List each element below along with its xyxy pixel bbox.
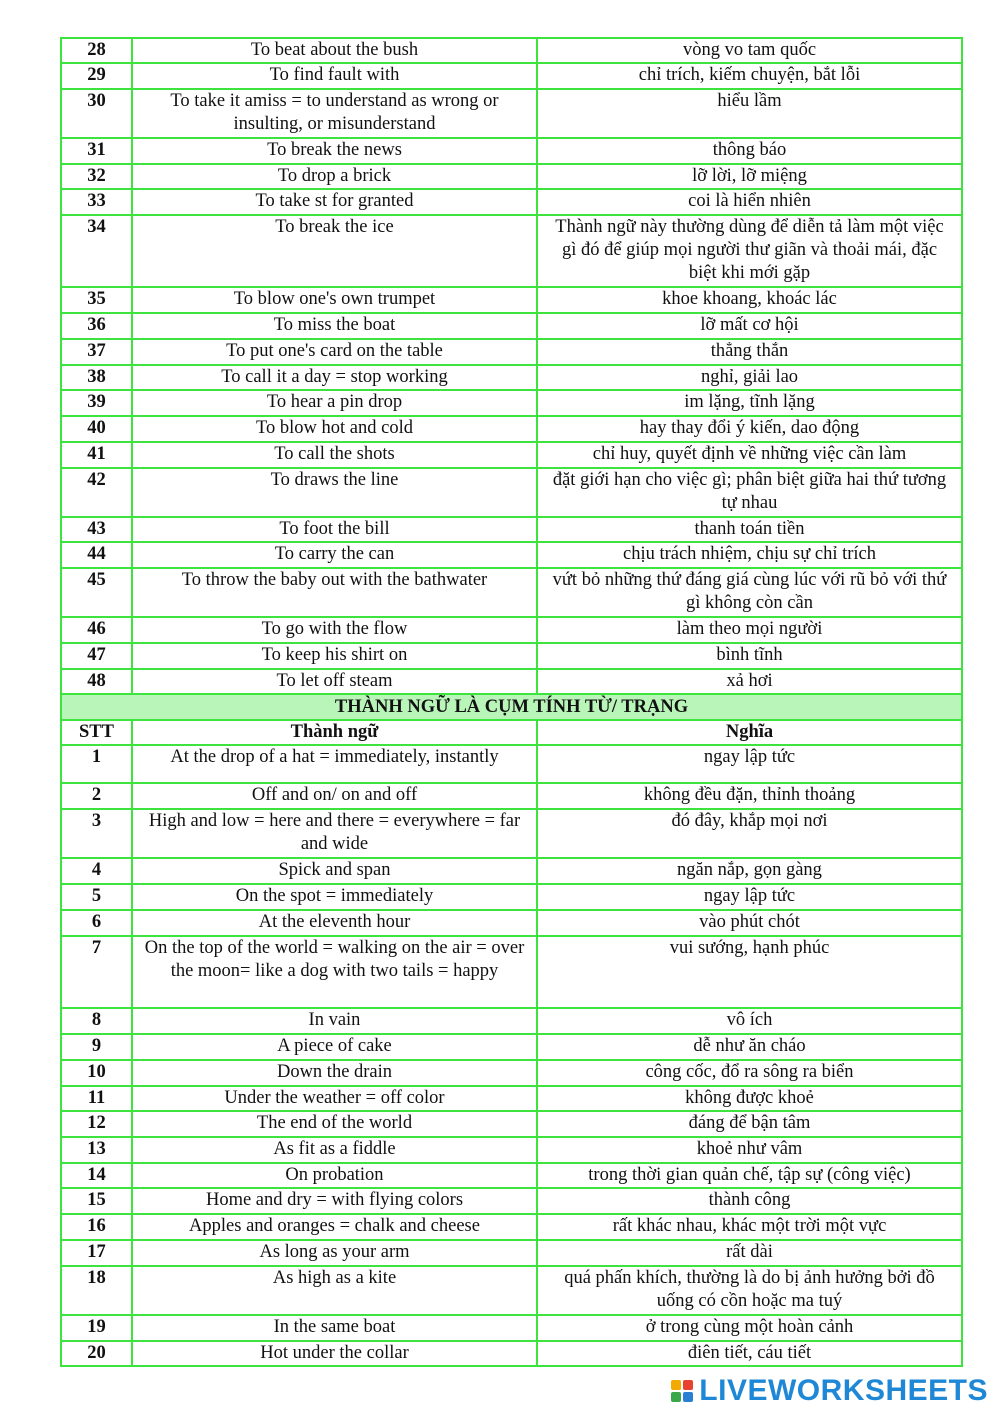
row-number: 42 — [61, 468, 132, 517]
idiom-cell: To drop a brick — [132, 164, 537, 189]
meaning-cell: chỉ trích, kiếm chuyện, bắt lỗi — [537, 63, 962, 89]
idiom-cell: To put one's card on the table — [132, 339, 537, 365]
idiom-cell: To foot the bill — [132, 517, 537, 542]
row-number: 36 — [61, 313, 132, 339]
table-row — [61, 858, 962, 884]
worksheet-page — [60, 37, 961, 1367]
table-row — [61, 138, 962, 164]
row-number: 4 — [61, 858, 132, 884]
table-row — [61, 390, 962, 416]
table-row — [61, 313, 962, 339]
idioms-table — [60, 37, 963, 1367]
table-row — [61, 339, 962, 365]
row-number: 8 — [61, 1008, 132, 1034]
table-row — [61, 1188, 962, 1214]
table-row — [61, 745, 962, 783]
idiom-cell: At the drop of a hat = immediately, instantly — [132, 745, 537, 783]
table-row — [61, 1240, 962, 1266]
idiom-cell: At the eleventh hour — [132, 910, 537, 936]
table-row — [61, 1008, 962, 1034]
meaning-cell: thẳng thắn — [537, 339, 962, 365]
meaning-cell: điên tiết, cáu tiết — [537, 1341, 962, 1366]
idiom-cell: As fit as a fiddle — [132, 1137, 537, 1163]
row-number: 12 — [61, 1111, 132, 1137]
idiom-cell: In the same boat — [132, 1315, 537, 1341]
idiom-cell: Off and on/ on and off — [132, 783, 537, 809]
meaning-cell: vào phút chót — [537, 910, 962, 936]
idiom-cell: As high as a kite — [132, 1266, 537, 1315]
table-row — [61, 809, 962, 858]
meaning-cell: rất dài — [537, 1240, 962, 1266]
meaning-cell: trong thời gian quản chế, tập sự (công việc) — [537, 1163, 962, 1188]
table-row — [61, 936, 962, 1008]
meaning-cell: vui sướng, hạnh phúc — [537, 936, 962, 1008]
meaning-cell: làm theo mọi người — [537, 617, 962, 643]
table-row — [61, 1214, 962, 1240]
row-number: 15 — [61, 1188, 132, 1214]
idiom-cell: To let off steam — [132, 669, 537, 694]
table-row — [61, 365, 962, 390]
meaning-cell: đặt giới hạn cho việc gì; phân biệt giữa hai thứ tương tự nhau — [537, 468, 962, 517]
idiom-cell: Home and dry = with flying colors — [132, 1188, 537, 1214]
row-number: 37 — [61, 339, 132, 365]
idiom-cell: To find fault with — [132, 63, 537, 89]
meaning-cell: quá phấn khích, thường là do bị ảnh hưởng bởi đồ uống có cồn hoặc ma tuý — [537, 1266, 962, 1315]
meaning-cell: khoẻ như vâm — [537, 1137, 962, 1163]
meaning-cell: thông báo — [537, 138, 962, 164]
idiom-cell: Spick and span — [132, 858, 537, 884]
row-number: 14 — [61, 1163, 132, 1188]
meaning-cell: lỡ lời, lỡ miệng — [537, 164, 962, 189]
section-heading-row — [61, 694, 962, 720]
meaning-cell: đó đây, khắp mọi nơi — [537, 809, 962, 858]
meaning-cell: xả hơi — [537, 669, 962, 694]
logo-square-4 — [683, 1392, 693, 1402]
row-number: 40 — [61, 416, 132, 442]
idiom-cell: To blow one's own trumpet — [132, 287, 537, 313]
table-row — [61, 1137, 962, 1163]
row-number: 18 — [61, 1266, 132, 1315]
idiom-cell: To call it a day = stop working — [132, 365, 537, 390]
meaning-cell: vô ích — [537, 1008, 962, 1034]
idiom-cell: To break the ice — [132, 215, 537, 287]
meaning-cell: chịu trách nhiệm, chịu sự chỉ trích — [537, 542, 962, 568]
table-row — [61, 63, 962, 89]
table-row — [61, 1086, 962, 1111]
row-number: 43 — [61, 517, 132, 542]
row-number: 38 — [61, 365, 132, 390]
row-number: 28 — [61, 38, 132, 63]
table-body-bottom — [61, 745, 962, 1366]
row-number: 9 — [61, 1034, 132, 1060]
row-number: 45 — [61, 568, 132, 617]
row-number: 29 — [61, 63, 132, 89]
meaning-cell: coi là hiển nhiên — [537, 189, 962, 215]
row-number: 30 — [61, 89, 132, 138]
meaning-cell: vòng vo tam quốc — [537, 38, 962, 63]
brand-name: LIVEWORKSHEETS — [699, 1374, 988, 1407]
header-stt: STT — [61, 720, 132, 745]
meaning-cell: vứt bỏ những thứ đáng giá cùng lúc với rũ bỏ với thứ gì không còn cần — [537, 568, 962, 617]
header-meaning: Nghĩa — [537, 720, 962, 745]
idiom-cell: To call the shots — [132, 442, 537, 468]
meaning-cell: thành công — [537, 1188, 962, 1214]
meaning-cell: chỉ huy, quyết định về những việc cần làm — [537, 442, 962, 468]
table-row — [61, 1341, 962, 1366]
table-row — [61, 189, 962, 215]
meaning-cell: công cốc, đổ ra sông ra biển — [537, 1060, 962, 1086]
idiom-cell: Hot under the collar — [132, 1341, 537, 1366]
meaning-cell: ngăn nắp, gọn gàng — [537, 858, 962, 884]
meaning-cell: bình tĩnh — [537, 643, 962, 669]
idiom-cell: To throw the baby out with the bathwater — [132, 568, 537, 617]
idiom-cell: To carry the can — [132, 542, 537, 568]
table-row — [61, 643, 962, 669]
idiom-cell: On the spot = immediately — [132, 884, 537, 910]
table-row — [61, 884, 962, 910]
row-number: 39 — [61, 390, 132, 416]
meaning-cell: nghỉ, giải lao — [537, 365, 962, 390]
meaning-cell: đáng để bận tâm — [537, 1111, 962, 1137]
row-number: 47 — [61, 643, 132, 669]
idiom-cell: To beat about the bush — [132, 38, 537, 63]
section-heading-group — [61, 694, 962, 745]
meaning-cell: không được khoẻ — [537, 1086, 962, 1111]
table-row — [61, 1163, 962, 1188]
row-number: 48 — [61, 669, 132, 694]
idiom-cell: To draws the line — [132, 468, 537, 517]
table-row — [61, 38, 962, 63]
row-number: 13 — [61, 1137, 132, 1163]
table-row — [61, 1034, 962, 1060]
liveworksheets-logo-icon — [671, 1380, 693, 1402]
logo-square-1 — [671, 1380, 681, 1390]
row-number: 3 — [61, 809, 132, 858]
idiom-cell: To miss the boat — [132, 313, 537, 339]
idiom-cell: To hear a pin drop — [132, 390, 537, 416]
idiom-cell: The end of the world — [132, 1111, 537, 1137]
meaning-cell: lỡ mất cơ hội — [537, 313, 962, 339]
idiom-cell: To take st for granted — [132, 189, 537, 215]
header-idiom: Thành ngữ — [132, 720, 537, 745]
table-row — [61, 442, 962, 468]
table-row — [61, 1060, 962, 1086]
row-number: 7 — [61, 936, 132, 1008]
table-row — [61, 287, 962, 313]
row-number: 2 — [61, 783, 132, 809]
meaning-cell: không đều đặn, thỉnh thoảng — [537, 783, 962, 809]
meaning-cell: ngay lập tức — [537, 884, 962, 910]
table-row — [61, 164, 962, 189]
meaning-cell: khoe khoang, khoác lác — [537, 287, 962, 313]
table-row — [61, 215, 962, 287]
idiom-cell: On the top of the world = walking on the air = over the moon= like a dog with two tails = happy — [132, 936, 537, 1008]
row-number: 44 — [61, 542, 132, 568]
row-number: 19 — [61, 1315, 132, 1341]
table-row — [61, 669, 962, 694]
row-number: 16 — [61, 1214, 132, 1240]
row-number: 46 — [61, 617, 132, 643]
liveworksheets-brand[interactable] — [671, 1375, 988, 1407]
row-number: 20 — [61, 1341, 132, 1366]
idiom-cell: Down the drain — [132, 1060, 537, 1086]
row-number: 34 — [61, 215, 132, 287]
idiom-cell: In vain — [132, 1008, 537, 1034]
meaning-cell: Thành ngữ này thường dùng để diễn tả làm một việc gì đó để giúp mọi người thư giãn và thoải mái, đặc biệt khi mới gặp — [537, 215, 962, 287]
table-row — [61, 1266, 962, 1315]
meaning-cell: hiểu lầm — [537, 89, 962, 138]
table-row — [61, 468, 962, 517]
table-row — [61, 517, 962, 542]
row-number: 31 — [61, 138, 132, 164]
row-number: 6 — [61, 910, 132, 936]
meaning-cell: dễ như ăn cháo — [537, 1034, 962, 1060]
table-body-top — [61, 38, 962, 694]
table-row — [61, 1315, 962, 1341]
row-number: 11 — [61, 1086, 132, 1111]
table-row — [61, 416, 962, 442]
idiom-cell: High and low = here and there = everywhere = far and wide — [132, 809, 537, 858]
idiom-cell: To break the news — [132, 138, 537, 164]
row-number: 5 — [61, 884, 132, 910]
table-row — [61, 617, 962, 643]
logo-square-3 — [671, 1392, 681, 1402]
table-row — [61, 568, 962, 617]
meaning-cell: ở trong cùng một hoàn cảnh — [537, 1315, 962, 1341]
table-row — [61, 542, 962, 568]
meaning-cell: rất khác nhau, khác một trời một vực — [537, 1214, 962, 1240]
row-number: 32 — [61, 164, 132, 189]
row-number: 10 — [61, 1060, 132, 1086]
idiom-cell: To go with the flow — [132, 617, 537, 643]
row-number: 17 — [61, 1240, 132, 1266]
logo-square-2 — [683, 1380, 693, 1390]
idiom-cell: A piece of cake — [132, 1034, 537, 1060]
table-row — [61, 783, 962, 809]
table-row — [61, 89, 962, 138]
column-header-row — [61, 720, 962, 745]
section-title: THÀNH NGỮ LÀ CỤM TÍNH TỪ/ TRẠNG — [61, 694, 962, 720]
idiom-cell: To blow hot and cold — [132, 416, 537, 442]
meaning-cell: im lặng, tĩnh lặng — [537, 390, 962, 416]
row-number: 41 — [61, 442, 132, 468]
meaning-cell: hay thay đổi ý kiến, dao động — [537, 416, 962, 442]
row-number: 35 — [61, 287, 132, 313]
idiom-cell: To keep his shirt on — [132, 643, 537, 669]
table-row — [61, 910, 962, 936]
idiom-cell: On probation — [132, 1163, 537, 1188]
idiom-cell: As long as your arm — [132, 1240, 537, 1266]
meaning-cell: ngay lập tức — [537, 745, 962, 783]
meaning-cell: thanh toán tiền — [537, 517, 962, 542]
row-number: 1 — [61, 745, 132, 783]
idiom-cell: Under the weather = off color — [132, 1086, 537, 1111]
row-number: 33 — [61, 189, 132, 215]
idiom-cell: To take it amiss = to understand as wrong or insulting, or misunderstand — [132, 89, 537, 138]
table-row — [61, 1111, 962, 1137]
idiom-cell: Apples and oranges = chalk and cheese — [132, 1214, 537, 1240]
